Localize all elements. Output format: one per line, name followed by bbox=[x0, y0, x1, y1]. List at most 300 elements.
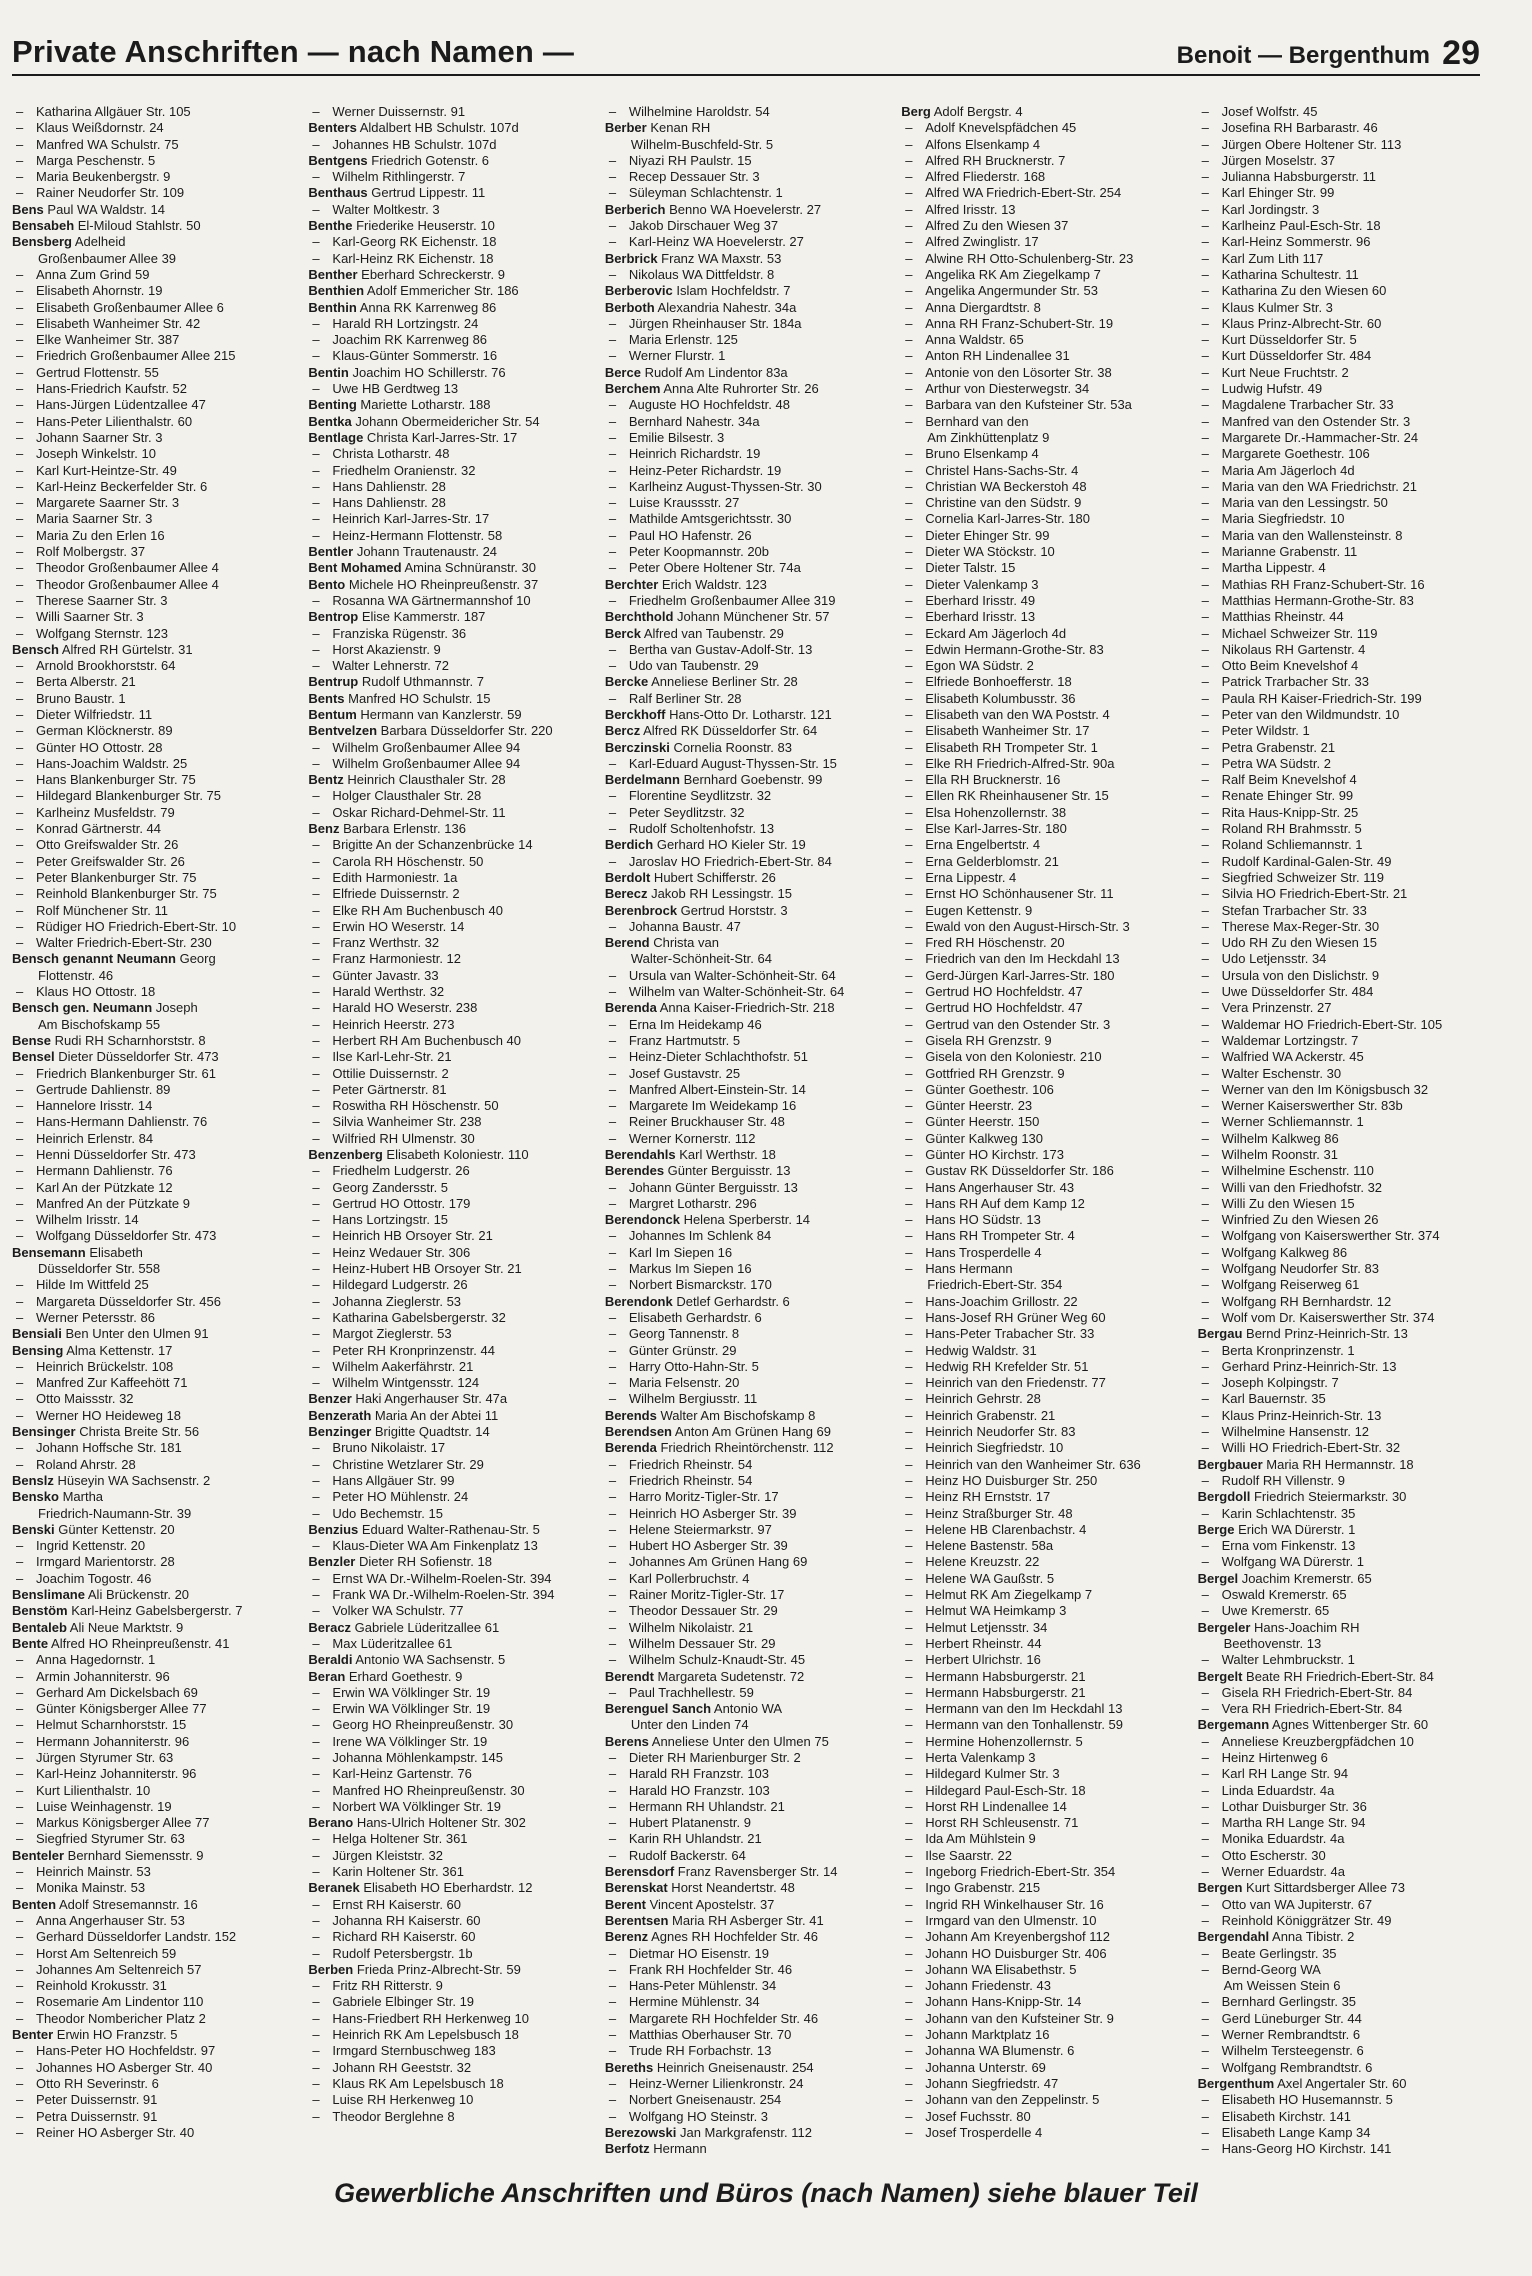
surname-entry bbox=[12, 1326, 292, 1342]
given-name-entry bbox=[901, 1848, 1181, 1864]
dash-marker: – bbox=[312, 1277, 320, 1293]
given-name-entry bbox=[1198, 1196, 1478, 1212]
given-name-entry bbox=[308, 1848, 588, 1864]
entry-text: Islam Hochfeldstr. 7 bbox=[672, 283, 791, 299]
dash-marker: – bbox=[312, 804, 320, 820]
dash-marker: – bbox=[16, 2075, 24, 2091]
entry-text: Willi HO Friedrich-Ebert-Str. 32 bbox=[1221, 1440, 1401, 1456]
dash-marker: – bbox=[608, 2108, 617, 2124]
entry-text: Armin Johanniterstr. 96 bbox=[36, 1668, 170, 1684]
given-name-entry bbox=[605, 234, 885, 250]
given-name-entry bbox=[12, 1440, 292, 1456]
dash-marker: – bbox=[608, 104, 617, 119]
dash-marker: – bbox=[312, 1472, 320, 1488]
dash-marker: – bbox=[312, 2043, 320, 2059]
entry-text: Else Karl-Jarres-Str. 180 bbox=[925, 821, 1067, 837]
entry-text: Rudolf RH Villenstr. 9 bbox=[1221, 1472, 1345, 1488]
entry-text: Karl Kurt-Heintze-Str. 49 bbox=[36, 462, 177, 478]
entry-text: Ellen RK Rheinhausener Str. 15 bbox=[925, 788, 1109, 804]
given-name-entry bbox=[901, 1554, 1181, 1570]
entry-text: Bernd-Georg WA bbox=[1221, 1961, 1321, 1977]
given-name-entry bbox=[1198, 1261, 1478, 1277]
given-name-entry bbox=[12, 2043, 292, 2059]
entry-continuation: Beethovenstr. 13 bbox=[1223, 1635, 1322, 1651]
given-name-entry bbox=[901, 1506, 1181, 1522]
surname-entry bbox=[12, 1000, 292, 1016]
entry-text: Anton RH Lindenallee 31 bbox=[925, 348, 1070, 364]
surname-entry bbox=[12, 1848, 292, 1864]
dash-marker: – bbox=[312, 1717, 320, 1733]
dash-marker: – bbox=[16, 674, 24, 690]
given-name-entry bbox=[1198, 1538, 1478, 1554]
entry-text: Klaus-Günter Sommerstr. 16 bbox=[332, 348, 498, 364]
entry-text: Hans-Peter Lilienthalstr. 60 bbox=[36, 413, 193, 429]
given-name-entry bbox=[308, 1098, 588, 1114]
given-name-entry bbox=[308, 511, 588, 527]
dash-marker: – bbox=[608, 1619, 617, 1635]
entry-text: Karl-Heinz Gartenstr. 76 bbox=[332, 1766, 472, 1782]
dash-marker: – bbox=[16, 1114, 24, 1130]
entry-text: Helene Kreuzstr. 22 bbox=[925, 1554, 1040, 1570]
entry-text: Heinrich Grabenstr. 21 bbox=[925, 1407, 1056, 1423]
entry-text: Hans-Friedbert RH Herkenweg 10 bbox=[332, 2010, 529, 2026]
entry-text: Erna vom Finkenstr. 13 bbox=[1221, 1538, 1356, 1554]
entry-text: Brigitte Quadtstr. 14 bbox=[371, 1424, 490, 1440]
surname: Bergeler bbox=[1197, 1619, 1251, 1635]
surname-entry bbox=[605, 1212, 885, 1228]
entry-text: Gertrud Horststr. 3 bbox=[677, 902, 788, 918]
surname: Benthin bbox=[308, 299, 357, 315]
given-name-entry bbox=[605, 1180, 885, 1196]
entry-text: Elisabeth Koloniestr. 110 bbox=[382, 1147, 529, 1162]
entry-text: Katharina Zu den Wiesen 60 bbox=[1221, 283, 1387, 299]
entry-text: Maria Am Jägerloch 4d bbox=[1221, 462, 1355, 478]
entry-continuation: Am Bischofskamp 55 bbox=[38, 1016, 161, 1032]
surname: Bensberg bbox=[12, 234, 72, 250]
entry-text: Harald Werthstr. 32 bbox=[332, 984, 445, 1000]
entry-text: Wilhelm Großenbaumer Allee 94 bbox=[332, 755, 521, 771]
entry-text: Hubert Schifferstr. 26 bbox=[650, 869, 776, 885]
surname: Berchthold bbox=[604, 609, 674, 625]
dash-marker: – bbox=[608, 234, 617, 250]
entry-text: Hans-Peter Trabacher Str. 33 bbox=[925, 1326, 1095, 1342]
dash-marker: – bbox=[16, 527, 24, 543]
given-name-entry bbox=[1198, 903, 1478, 919]
entry-text: Maria Saarner Str. 3 bbox=[36, 511, 153, 527]
entry-text: Udo Letjensstr. 34 bbox=[1221, 951, 1327, 967]
dash-marker: – bbox=[608, 478, 617, 494]
entry-text: Petra WA Südstr. 2 bbox=[1221, 755, 1331, 771]
entry-text: Roland Ahrstr. 28 bbox=[36, 1456, 136, 1472]
entry-text: Johannes HB Schulstr. 107d bbox=[332, 136, 497, 152]
entry-text: Irmgard Sternbuschweg 183 bbox=[332, 2043, 496, 2059]
surname-entry bbox=[308, 120, 588, 136]
given-name-entry bbox=[308, 642, 588, 658]
given-name-entry bbox=[605, 1766, 885, 1782]
surname-entry bbox=[308, 153, 588, 169]
given-name-entry bbox=[901, 1978, 1181, 1994]
given-name-entry bbox=[605, 1620, 885, 1636]
entry-text: Günter Kalkweg 130 bbox=[925, 1130, 1044, 1146]
given-name-entry bbox=[605, 1554, 885, 1570]
entry-text: Alfred RH Gürtelstr. 31 bbox=[58, 641, 193, 657]
given-name-entry bbox=[605, 1375, 885, 1391]
entry-text: Rita Haus-Knipp-Str. 25 bbox=[1221, 804, 1359, 820]
given-name-entry bbox=[901, 1212, 1181, 1228]
entry-text: Antonie von den Lösorter Str. 38 bbox=[925, 364, 1112, 380]
given-name-entry bbox=[605, 984, 885, 1000]
given-name-entry bbox=[901, 1587, 1181, 1603]
dash-marker: – bbox=[312, 918, 320, 934]
entry-text: Hans-Ulrich Holtener Str. 302 bbox=[353, 1815, 526, 1831]
given-name-entry bbox=[1198, 951, 1478, 967]
given-name-entry bbox=[12, 919, 292, 935]
dash-marker: – bbox=[1201, 332, 1209, 348]
given-name-entry bbox=[12, 691, 292, 707]
given-name-entry bbox=[1198, 1701, 1478, 1717]
dash-marker: – bbox=[16, 902, 24, 918]
dash-marker: – bbox=[905, 804, 913, 820]
dash-marker: – bbox=[905, 1733, 913, 1749]
given-name-entry bbox=[605, 805, 885, 821]
given-name-entry bbox=[1198, 1554, 1478, 1570]
entry-text: Martha bbox=[58, 1489, 104, 1505]
entry-text: Therese Saarner Str. 3 bbox=[36, 592, 168, 608]
entry-text: Heinz-Werner Lilienkronstr. 24 bbox=[628, 2075, 804, 2091]
given-name-entry bbox=[901, 300, 1181, 316]
given-name-entry bbox=[901, 723, 1181, 739]
entry-text: Maria van den Lessingstr. 50 bbox=[1221, 495, 1388, 511]
dash-marker: – bbox=[1201, 723, 1209, 739]
dash-marker: – bbox=[608, 218, 617, 234]
dash-marker: – bbox=[905, 837, 913, 853]
given-name-entry bbox=[901, 870, 1181, 886]
dash-marker: – bbox=[608, 1114, 617, 1130]
dash-marker: – bbox=[1201, 1684, 1209, 1700]
entry-text: Jakob Dirschauer Weg 37 bbox=[628, 218, 779, 234]
dash-marker: – bbox=[1201, 364, 1209, 380]
dash-marker: – bbox=[1201, 902, 1209, 918]
entry-text: Haki Angerhauser Str. 47a bbox=[351, 1391, 508, 1407]
given-name-entry bbox=[1198, 1603, 1478, 1619]
dash-marker: – bbox=[608, 511, 617, 527]
surname: Benstöm bbox=[12, 1603, 68, 1619]
dash-marker: – bbox=[312, 1065, 320, 1081]
entry-text: Horst Neandertstr. 48 bbox=[667, 1880, 795, 1896]
dash-marker: – bbox=[16, 1358, 24, 1374]
surname: Benski bbox=[12, 1521, 55, 1537]
given-name-entry bbox=[12, 283, 292, 299]
dash-marker: – bbox=[905, 935, 913, 951]
given-name-entry bbox=[1198, 1864, 1478, 1880]
dash-marker: – bbox=[905, 723, 913, 739]
entry-text: Kenan RH bbox=[646, 120, 711, 136]
entry-text: Peter van den Wildmundstr. 10 bbox=[1221, 706, 1400, 722]
entry-text: Hans Lortzingstr. 15 bbox=[332, 1212, 449, 1228]
dash-marker: – bbox=[608, 1652, 617, 1668]
dash-marker: – bbox=[905, 1049, 913, 1065]
given-name-entry bbox=[308, 1978, 588, 1994]
entry-text: Franz Ravensberger Str. 14 bbox=[674, 1864, 838, 1880]
dash-marker: – bbox=[16, 2124, 24, 2140]
entry-text: Helmut RK Am Ziegelkamp 7 bbox=[925, 1587, 1093, 1603]
given-name-entry bbox=[901, 1766, 1181, 1782]
given-name-entry bbox=[901, 2060, 1181, 2076]
entry-text: Friedrich Rheinstr. 54 bbox=[628, 1456, 753, 1472]
entry-text: Katharina Schultestr. 11 bbox=[1221, 266, 1359, 282]
dash-marker: – bbox=[312, 1587, 320, 1603]
entry-text: Friedrich Rheintörchenstr. 112 bbox=[656, 1440, 834, 1456]
entry-text: Walfried WA Ackerstr. 45 bbox=[1221, 1049, 1364, 1065]
given-name-entry bbox=[1198, 1685, 1478, 1701]
entry-text: Karlheinz Musfeldstr. 79 bbox=[36, 804, 175, 820]
dash-marker: – bbox=[312, 755, 320, 771]
entry-text: Wilhelm Tersteegenstr. 6 bbox=[1221, 2043, 1364, 2059]
surname: Bensch gen. Neumann bbox=[12, 1000, 153, 1016]
entry-text: Ilse Saarstr. 22 bbox=[925, 1847, 1012, 1863]
given-name-entry bbox=[12, 1978, 292, 1994]
entry-text: Ursula von den Dislichstr. 9 bbox=[1221, 967, 1380, 983]
entry-text: Amina Schnüranstr. 30 bbox=[401, 560, 536, 576]
entry-text: Walter Friedrich-Ebert-Str. 230 bbox=[36, 935, 212, 951]
entry-text: Elke RH Am Buchenbusch 40 bbox=[332, 902, 503, 918]
entry-text: Beate Gerlingstr. 35 bbox=[1221, 1945, 1337, 1961]
dash-marker: – bbox=[1201, 1782, 1209, 1798]
dash-marker: – bbox=[312, 1342, 320, 1358]
entry-text: Petra Duissernstr. 91 bbox=[36, 2108, 158, 2124]
dash-marker: – bbox=[1201, 250, 1209, 266]
entry-continuation: Friedrich-Ebert-Str. 354 bbox=[927, 1277, 1063, 1293]
entry-text: Karin Holtener Str. 361 bbox=[332, 1864, 464, 1880]
entry-text: Günter Kettenstr. 20 bbox=[54, 1521, 175, 1537]
surname-entry bbox=[12, 2027, 292, 2043]
dash-marker: – bbox=[312, 1749, 320, 1765]
given-name-entry bbox=[901, 2092, 1181, 2108]
dash-marker: – bbox=[1201, 1701, 1209, 1717]
entry-continuation: Großenbaumer Allee 39 bbox=[38, 250, 177, 266]
surname-entry bbox=[12, 1587, 292, 1603]
dash-marker: – bbox=[16, 1391, 24, 1407]
entry-text: Hildegard Paul-Esch-Str. 18 bbox=[925, 1782, 1086, 1798]
given-name-entry bbox=[308, 1457, 588, 1473]
given-name-entry bbox=[901, 1000, 1181, 1016]
entry-text: Helga Holtener Str. 361 bbox=[332, 1831, 468, 1847]
surname: Bensinger bbox=[12, 1424, 76, 1440]
entry-text: Hans-Joachim Waldstr. 25 bbox=[36, 755, 188, 771]
given-name-entry bbox=[1198, 1082, 1478, 1098]
dash-marker: – bbox=[16, 1652, 24, 1668]
given-name-entry bbox=[605, 495, 885, 511]
given-name-entry bbox=[605, 821, 885, 837]
entry-text: Werner HO Heideweg 18 bbox=[36, 1407, 181, 1423]
given-name-entry bbox=[1198, 2092, 1478, 2108]
entry-text: Petra Grabenstr. 21 bbox=[1221, 739, 1336, 755]
given-name-entry bbox=[1198, 1033, 1478, 1049]
entry-text: Ali Neue Marktstr. 9 bbox=[66, 1619, 184, 1635]
surname: Berendt bbox=[604, 1668, 654, 1684]
surname: Bergel bbox=[1197, 1570, 1239, 1586]
dash-marker: – bbox=[905, 266, 913, 282]
dash-marker: – bbox=[16, 609, 24, 625]
surname: Benzinger bbox=[308, 1424, 372, 1440]
given-name-entry bbox=[1198, 1359, 1478, 1375]
entry-text: Erna Im Heidekamp 46 bbox=[628, 1016, 762, 1032]
dash-marker: – bbox=[1201, 234, 1209, 250]
dash-marker: – bbox=[312, 967, 320, 983]
dash-marker: – bbox=[905, 706, 913, 722]
given-name-entry bbox=[901, 1831, 1181, 1847]
given-name-entry bbox=[605, 642, 885, 658]
dash-marker: – bbox=[16, 1929, 24, 1945]
surname: Berboth bbox=[604, 299, 655, 315]
given-name-entry bbox=[1198, 495, 1478, 511]
entry-text: Werner Duissernstr. 91 bbox=[332, 104, 466, 119]
entry-text: Otto Maissstr. 32 bbox=[36, 1391, 134, 1407]
entry-text: Katharina Allgäuer Str. 105 bbox=[36, 104, 191, 119]
entry-text: Silvia Wanheimer Str. 238 bbox=[332, 1114, 482, 1130]
surname: Benslimane bbox=[12, 1587, 85, 1603]
surname-entry bbox=[605, 1408, 885, 1424]
dash-marker: – bbox=[905, 1766, 913, 1782]
entry-text: Helmut Letjensstr. 34 bbox=[925, 1619, 1048, 1635]
given-name-entry bbox=[1198, 1897, 1478, 1913]
dash-marker: – bbox=[905, 1668, 913, 1684]
dash-marker: – bbox=[1201, 804, 1209, 820]
entry-text: Karl Im Siepen 16 bbox=[628, 1244, 733, 1260]
given-name-entry bbox=[901, 234, 1181, 250]
given-name-entry bbox=[901, 1913, 1181, 1929]
dash-marker: – bbox=[312, 495, 320, 511]
given-name-entry bbox=[901, 1408, 1181, 1424]
entry-text: Rosemarie Am Lindentor 110 bbox=[36, 1994, 204, 2010]
given-name-entry bbox=[605, 104, 885, 120]
dash-marker: – bbox=[905, 1081, 913, 1097]
given-name-entry bbox=[901, 1685, 1181, 1701]
dash-marker: – bbox=[608, 1065, 617, 1081]
dash-marker: – bbox=[312, 625, 320, 641]
entry-text: Erich WA Dürerstr. 1 bbox=[1234, 1521, 1356, 1537]
dash-marker: – bbox=[312, 1766, 320, 1782]
given-name-entry bbox=[12, 1131, 292, 1147]
entry-text: Maria An der Abtei 11 bbox=[371, 1407, 499, 1423]
dash-marker: – bbox=[905, 886, 913, 902]
dash-marker: – bbox=[16, 1147, 24, 1162]
entry-text: Klaus Prinz-Heinrich-Str. 13 bbox=[1221, 1407, 1382, 1423]
given-name-entry bbox=[308, 1636, 588, 1652]
dash-marker: – bbox=[905, 1587, 913, 1603]
surname-entry bbox=[605, 903, 885, 919]
given-name-entry bbox=[1198, 1473, 1478, 1489]
entry-text: El-Miloud Stahlstr. 50 bbox=[74, 218, 201, 234]
given-name-entry bbox=[12, 1864, 292, 1880]
entry-text: Wilhelm Rithlingerstr. 7 bbox=[332, 169, 466, 185]
entry-text: Niyazi RH Paulstr. 15 bbox=[628, 152, 752, 168]
entry-text: Maria Beukenbergstr. 9 bbox=[36, 169, 171, 185]
entry-text: Vera Prinzenstr. 27 bbox=[1221, 1000, 1332, 1016]
dash-marker: – bbox=[608, 1815, 617, 1831]
entry-text: Helene Bastenstr. 58a bbox=[925, 1538, 1054, 1554]
entry-text: Helena Sperberstr. 14 bbox=[679, 1212, 811, 1228]
entry-text: Alfons Elsenkamp 4 bbox=[925, 136, 1041, 152]
dash-marker: – bbox=[1201, 2043, 1209, 2059]
given-name-entry bbox=[605, 430, 885, 446]
entry-text: Theodor Dessauer Str. 29 bbox=[628, 1603, 778, 1619]
dash-marker: – bbox=[312, 1929, 320, 1945]
entry-text: Axel Angertaler Str. 60 bbox=[1274, 2075, 1407, 2091]
dash-marker: – bbox=[16, 1375, 24, 1391]
dash-marker: – bbox=[312, 2108, 320, 2124]
dash-marker: – bbox=[608, 1554, 617, 1570]
surname: Bentin bbox=[308, 364, 349, 380]
given-name-entry bbox=[1198, 544, 1478, 560]
given-name-entry bbox=[901, 1522, 1181, 1538]
entry-text: Edith Harmoniestr. 1a bbox=[332, 869, 458, 885]
entry-text: Karl-Heinz Beckerfelder Str. 6 bbox=[36, 478, 208, 494]
surname: Bentum bbox=[308, 706, 357, 722]
entry-continuation: Flottenstr. 46 bbox=[38, 967, 114, 983]
entry-text: Wolfgang Neudorfer Str. 83 bbox=[1221, 1261, 1379, 1277]
dash-marker: – bbox=[312, 1864, 320, 1880]
given-name-entry bbox=[12, 1375, 292, 1391]
dash-marker: – bbox=[905, 2108, 913, 2124]
entry-text: Hüseyin WA Sachsenstr. 2 bbox=[53, 1472, 211, 1488]
dash-marker: – bbox=[1201, 1375, 1209, 1391]
given-name-entry bbox=[12, 1196, 292, 1212]
dash-marker: – bbox=[312, 1798, 320, 1814]
surname: Benteler bbox=[12, 1847, 65, 1863]
surname: Berchem bbox=[604, 381, 661, 397]
surname-entry bbox=[605, 740, 885, 756]
given-name-entry bbox=[308, 1897, 588, 1913]
surname: Berberovic bbox=[604, 283, 673, 299]
surname: Benzenberg bbox=[308, 1147, 383, 1162]
dash-marker: – bbox=[1201, 1179, 1209, 1195]
entry-text: Oswald Kremerstr. 65 bbox=[1221, 1587, 1347, 1603]
given-name-entry bbox=[901, 935, 1181, 951]
entry-text: Gertrud HO Ottostr. 179 bbox=[332, 1195, 471, 1211]
entry-text: Gertrud Flottenstr. 55 bbox=[36, 364, 159, 380]
entry-text: Hans-Hermann Dahlienstr. 76 bbox=[36, 1114, 208, 1130]
surname: Berck bbox=[604, 625, 641, 641]
given-name-entry bbox=[605, 1310, 885, 1326]
surname: Berczinski bbox=[604, 739, 670, 755]
entry-text: Florentine Seydlitzstr. 32 bbox=[628, 788, 772, 804]
entry-text: Rüdiger HO Friedrich-Ebert-Str. 10 bbox=[36, 918, 237, 934]
entry-text: Hans-Josef RH Grüner Weg 60 bbox=[925, 1309, 1106, 1325]
entry-text: Gerhard HO Kieler Str. 19 bbox=[653, 837, 806, 853]
entry-text: Dieter Ehinger Str. 99 bbox=[925, 527, 1050, 543]
given-name-entry bbox=[605, 1391, 885, 1407]
entry-text: Lothar Duisburger Str. 36 bbox=[1221, 1798, 1367, 1814]
surname: Benz bbox=[308, 821, 340, 837]
entry-text: Erich Waldstr. 123 bbox=[658, 576, 767, 592]
dash-marker: – bbox=[16, 837, 24, 853]
given-name-entry bbox=[605, 2027, 885, 2043]
entry-text: Wilhelm Schulz-Knaudt-Str. 45 bbox=[628, 1652, 806, 1668]
entry-text: Heinz-Peter Richardstr. 19 bbox=[628, 462, 782, 478]
dash-marker: – bbox=[1201, 1391, 1209, 1407]
entry-text: Maria Erlenstr. 125 bbox=[628, 332, 738, 348]
dash-marker: – bbox=[608, 592, 617, 608]
entry-text: Johannes Am Seltenreich 57 bbox=[36, 1961, 202, 1977]
dash-marker: – bbox=[1201, 1554, 1209, 1570]
entry-text: Christa Breite Str. 56 bbox=[75, 1424, 200, 1440]
dash-marker: – bbox=[1201, 1000, 1209, 1016]
given-name-entry bbox=[901, 1359, 1181, 1375]
entry-text: Silvia HO Friedrich-Ebert-Str. 21 bbox=[1221, 886, 1408, 902]
given-name-entry bbox=[12, 1734, 292, 1750]
entry-text: Maria RH Asberger Str. 41 bbox=[668, 1912, 824, 1928]
